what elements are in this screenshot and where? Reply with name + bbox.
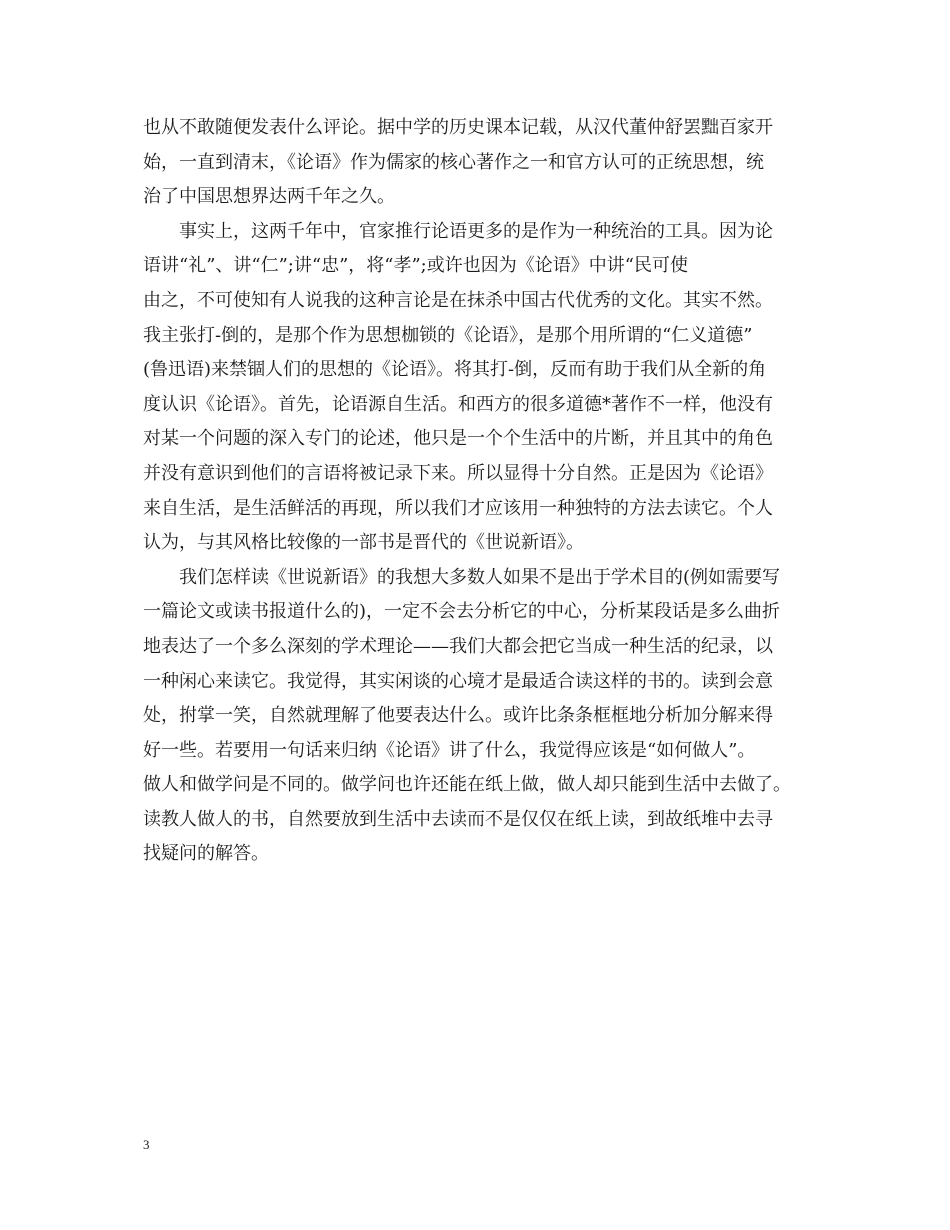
body-text bbox=[143, 111, 833, 872]
text-line: 做人和做学问是不同的。做学问也许还能在纸上做，做人却只能到生活中去做了。 bbox=[143, 774, 791, 796]
text-line: 认为，与其风格比较像的一部书是晋代的《世说新语》。 bbox=[143, 532, 584, 554]
text-line: 并没有意识到他们的言语将被记录下来。所以显得十分自然。正是因为《论语》 bbox=[143, 462, 773, 484]
text-line: 由之，不可使知有人说我的这种言论是在抹杀中国古代优秀的文化。其实不然。 bbox=[143, 289, 773, 311]
text-line: 一种闲心来读它。我觉得，其实闲谈的心境才是最适合读这样的书的。读到会意 bbox=[143, 670, 773, 692]
text-line: 事实上，这两千年中，官家推行论语更多的是作为一种统治的工具。因为论 bbox=[143, 220, 773, 242]
text-line: 找疑问的解答。 bbox=[143, 843, 269, 865]
text-line: 读教人做人的书，自然要放到生活中去读而不是仅仅在纸上读，到故纸堆中去寻 bbox=[143, 808, 773, 830]
text-line: 处，拊掌一笑，自然就理解了他要表达什么。或许比条条框框地分析加分解来得 bbox=[143, 705, 773, 727]
text-line: 对某一个问题的深入专门的论述，他只是一个个生活中的片断，并且其中的角色 bbox=[143, 428, 773, 450]
text-line: 我主张打-倒的，是那个作为思想枷锁的《论语》，是那个用所谓的“仁义道德” bbox=[143, 324, 753, 346]
text-line: 度认识《论语》。首先，论语源自生活。和西方的很多道德*著作不一样，他没有 bbox=[143, 393, 773, 415]
page-number: 3 bbox=[143, 1137, 150, 1152]
text-line: 一篇论文或读书报道什么的)，一定不会去分析它的中心，分析某段话是多么曲折 bbox=[143, 601, 781, 623]
text-line: 也从不敢随便发表什么评论。据中学的历史课本记载，从汉代董仲舒罢黜百家开 bbox=[143, 117, 773, 138]
text-line: (鲁迅语)来禁锢人们的思想的《论语》。将其打-倒，反而有助于我们从全新的角 bbox=[143, 359, 767, 381]
text-line: 语讲“礼”、讲“仁”;讲“忠”，将“孝”;或许也因为《论语》中讲“民可使 bbox=[143, 255, 688, 277]
text-line: 来自生活，是生活鲜活的再现，所以我们才应该用一种独特的方法去读它。个人 bbox=[143, 497, 773, 519]
text-line: 治了中国思想界达两千年之久。 bbox=[143, 186, 395, 208]
text-line: 好一些。若要用一句话来归纳《论语》讲了什么，我觉得应该是“如何做人”。 bbox=[143, 739, 756, 761]
text-line: 地表达了一个多么深刻的学术理论——我们大都会把它当成一种生活的纪录，以 bbox=[143, 635, 773, 657]
text-line: 始，一直到清末，《论语》作为儒家的核心著作之一和官方认可的正统思想，统 bbox=[143, 151, 764, 173]
text-line: 我们怎样读《世说新语》的我想大多数人如果不是出于学术目的(例如需要写 bbox=[143, 566, 781, 588]
